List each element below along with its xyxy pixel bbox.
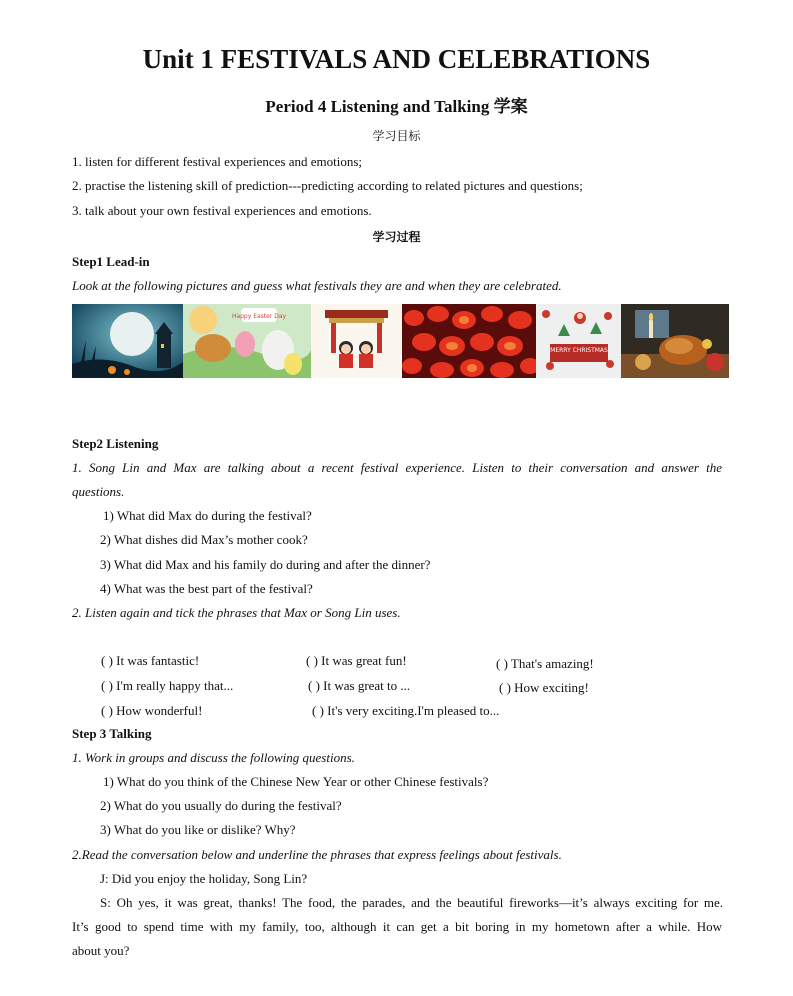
spring-festival-picture (311, 304, 402, 378)
easter-picture (183, 304, 311, 378)
talking-question: 2) What do you usually do during the festival? (100, 798, 342, 813)
subtitle-chinese: 学案 (493, 97, 528, 117)
listening-question: 3) What did Max and his family do during and after the dinner? (100, 557, 431, 572)
step2-heading: Step2 Listening (72, 436, 159, 451)
step3-heading: Step 3 Talking (72, 726, 152, 741)
page-subtitle (0, 92, 793, 117)
step1-heading: Step1 Lead-in (72, 254, 150, 269)
objective-item: 2. practise the listening skill of prediction---predicting according to related pictures and questions; (72, 178, 583, 193)
christmas-picture-text: MERRY CHRISTMAS (550, 347, 608, 354)
christmas-picture (536, 304, 621, 378)
phrase-checkbox[interactable]: ( ) How exciting! (499, 680, 589, 695)
dialogue-line-s-end: about you? (72, 943, 130, 958)
lantern-festival-picture (402, 304, 536, 378)
process-heading: 学习过程 (372, 230, 421, 244)
listening-question: 4) What was the best part of the festival? (100, 581, 313, 596)
phrase-checkbox[interactable]: ( ) It was great fun! (306, 653, 407, 668)
step2-task1-line2: questions. (72, 484, 125, 499)
easter-picture-text: Happy Easter Day (231, 313, 287, 320)
page-title: Unit 1 FESTIVALS AND CELEBRATIONS (142, 44, 651, 74)
phrase-checkbox[interactable]: ( ) It was great to ... (308, 678, 411, 693)
objective-item: 3. talk about your own festival experiences and emotions. (72, 203, 372, 218)
objectives-heading: 学习目标 (372, 129, 421, 143)
halloween-picture (72, 304, 183, 378)
step2-task1-line1: 1. Song Lin and Max are talking about a recent festival experience. Listen to their conversation and answer the (72, 460, 722, 475)
step2-task2: 2. Listen again and tick the phrases that Max or Song Lin uses. (72, 605, 401, 620)
dialogue-line-j: J: Did you enjoy the holiday, Song Lin? (100, 871, 308, 886)
step3-task1: 1. Work in groups and discuss the following questions. (72, 750, 355, 765)
subtitle-english: Period 4 Listening and Talking (265, 97, 490, 116)
dialogue-line-s: S: Oh yes, it was great, thanks! The food, the parades, and the beautiful fireworks—it’s always exciting for me. (100, 895, 723, 910)
step1-instruction: Look at the following pictures and guess what festivals they are and when they are celebrated. (72, 278, 562, 293)
phrase-checkbox[interactable]: ( ) It was fantastic! (101, 653, 200, 668)
phrase-checkbox[interactable]: ( ) I'm really happy that... (101, 678, 234, 693)
phrase-checkbox[interactable]: ( ) That's amazing! (496, 656, 594, 671)
phrase-checkbox[interactable]: ( ) How wonderful! (101, 703, 203, 718)
step3-task2: 2.Read the conversation below and underline the phrases that express feelings about festivals. (72, 847, 562, 862)
talking-question: 3) What do you like or dislike? Why? (100, 822, 296, 837)
talking-question: 1) What do you think of the Chinese New Year or other Chinese festivals? (103, 774, 489, 789)
listening-question: 2) What dishes did Max’s mother cook? (100, 532, 308, 547)
thanksgiving-picture (621, 304, 729, 378)
objective-item: 1. listen for different festival experiences and emotions; (72, 154, 362, 169)
listening-question: 1) What did Max do during the festival? (103, 508, 312, 523)
dialogue-line-s-cont: It’s good to spend time with my family, too, although it can get a bit boring in my hometown after a while. How (72, 919, 722, 934)
phrase-checkbox[interactable]: ( ) It's very exciting.I'm pleased to... (312, 703, 500, 718)
